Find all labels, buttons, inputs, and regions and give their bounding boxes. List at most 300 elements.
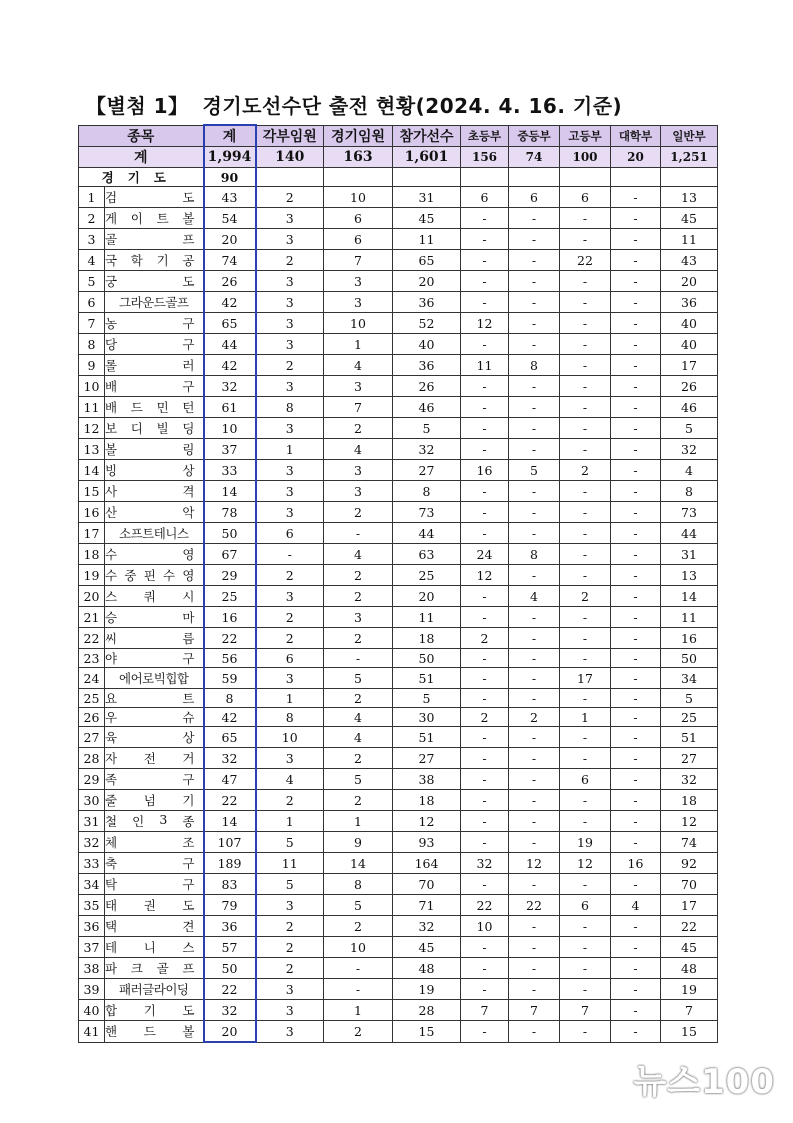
row-value: 5 [256, 874, 324, 895]
sport-name [105, 208, 204, 229]
total-label: 계 [79, 147, 204, 168]
sport-name-char: 야 [105, 651, 118, 666]
delegation-table [78, 124, 718, 1043]
row-total: 22 [204, 979, 256, 1000]
row-value: 51 [661, 727, 718, 748]
row-value: 15 [393, 1021, 461, 1043]
title-prefix: 【별첨 1】 [86, 94, 189, 118]
row-value: 1 [324, 811, 393, 832]
sport-name-spread [105, 188, 203, 206]
sport-name-char: 도 [182, 1003, 195, 1018]
row-value: 3 [324, 481, 393, 502]
empty-cell [509, 168, 560, 187]
sport-name-char: 사 [105, 484, 118, 499]
row-value: 2 [324, 418, 393, 439]
row-value: 17 [560, 668, 611, 689]
sport-name-spread [105, 251, 203, 269]
table-row [79, 250, 718, 271]
sport-name-char: 트 [156, 211, 169, 226]
sport-name-char: 핀 [143, 568, 156, 583]
sport-name [105, 689, 204, 708]
row-value: - [560, 208, 611, 229]
row-value: - [611, 565, 661, 586]
row-value: 17 [661, 895, 718, 916]
row-number: 11 [79, 397, 105, 418]
table-row [79, 937, 718, 958]
row-total: 83 [204, 874, 256, 895]
row-value: - [461, 649, 509, 668]
row-value: 8 [661, 481, 718, 502]
row-value: 1 [324, 334, 393, 355]
row-value: - [560, 937, 611, 958]
sport-name-char: 농 [105, 316, 118, 331]
row-value: 4 [324, 439, 393, 460]
row-value: 3 [324, 292, 393, 313]
row-total: 32 [204, 1000, 256, 1021]
row-value: - [461, 334, 509, 355]
total-cell: 1,251 [661, 147, 718, 168]
sport-name-char: 구 [182, 316, 195, 331]
sport-name-char: 수 [163, 568, 176, 583]
table-row [79, 460, 718, 481]
row-value: 30 [393, 708, 461, 727]
sport-name-char: 격 [182, 484, 195, 499]
sport-name [105, 853, 204, 874]
table-row [79, 439, 718, 460]
sport-name-spread [105, 230, 203, 248]
sport-name-char: 우 [105, 710, 118, 725]
sport-name-char: 름 [182, 631, 195, 646]
row-value: - [461, 607, 509, 628]
region-value: 90 [204, 168, 256, 187]
row-value: - [509, 250, 560, 271]
row-value: 6 [256, 649, 324, 668]
row-value: 48 [661, 958, 718, 979]
row-value: 3 [324, 460, 393, 481]
total-cell: 74 [509, 147, 560, 168]
table-row [79, 979, 718, 1000]
sport-name-char: 승 [105, 610, 118, 625]
header-officials: 각부임원 [256, 125, 324, 147]
row-value: - [611, 355, 661, 376]
sport-name-char: 골 [156, 961, 169, 976]
row-value: - [461, 811, 509, 832]
row-value: 44 [393, 523, 461, 544]
header-general: 일반부 [661, 125, 718, 147]
sport-name-char: 태 [105, 898, 118, 913]
sport-name-char: 영 [182, 568, 195, 583]
row-value: - [461, 502, 509, 523]
row-value: - [461, 727, 509, 748]
sport-name [105, 376, 204, 397]
row-value: - [509, 874, 560, 895]
region-label [79, 168, 204, 187]
row-value: - [611, 334, 661, 355]
row-value: 12 [560, 853, 611, 874]
row-value: 12 [661, 811, 718, 832]
row-value: 3 [256, 979, 324, 1000]
row-value: 2 [256, 958, 324, 979]
row-value: 26 [661, 376, 718, 397]
row-value: 3 [256, 313, 324, 334]
row-value: - [324, 958, 393, 979]
row-value: 2 [324, 689, 393, 708]
row-value: - [509, 334, 560, 355]
row-total: 33 [204, 460, 256, 481]
row-value: - [611, 708, 661, 727]
table-row [79, 376, 718, 397]
total-cell: 156 [461, 147, 509, 168]
row-value: 3 [324, 271, 393, 292]
sport-name-char: 요 [105, 691, 118, 706]
row-value: - [611, 1000, 661, 1021]
sport-name-char: 빌 [156, 421, 169, 436]
row-total: 42 [204, 355, 256, 376]
row-value: 8 [256, 708, 324, 727]
row-total: 42 [204, 292, 256, 313]
table-row [79, 271, 718, 292]
sport-name-spread [105, 917, 203, 935]
row-number: 20 [79, 586, 105, 607]
row-value: 6 [461, 187, 509, 208]
row-total: 22 [204, 790, 256, 811]
table-row [79, 355, 718, 376]
row-value: 5 [393, 418, 461, 439]
sport-name [105, 586, 204, 607]
table-row [79, 668, 718, 689]
row-value: 2 [324, 790, 393, 811]
row-value: - [509, 271, 560, 292]
sport-name-spread [105, 875, 203, 893]
row-value: 44 [661, 523, 718, 544]
sport-name-spread [105, 545, 203, 563]
row-value: 1 [324, 1000, 393, 1021]
row-value: 3 [256, 271, 324, 292]
sport-name-char: 탁 [105, 877, 118, 892]
row-number: 31 [79, 811, 105, 832]
sport-name-char: 이 [130, 211, 143, 226]
row-value: 18 [393, 628, 461, 649]
row-value: 3 [256, 481, 324, 502]
table-row [79, 916, 718, 937]
sport-name-spread [105, 854, 203, 872]
table-row [79, 748, 718, 769]
row-value: 32 [461, 853, 509, 874]
sport-name-spread [105, 587, 203, 605]
row-value: 32 [661, 769, 718, 790]
row-value: 6 [509, 187, 560, 208]
row-total: 44 [204, 334, 256, 355]
row-value: 74 [661, 832, 718, 853]
row-value: - [509, 523, 560, 544]
sport-name-spread [105, 708, 203, 726]
sport-name [105, 748, 204, 769]
row-value: 6 [560, 769, 611, 790]
row-total: 189 [204, 853, 256, 874]
row-value: - [611, 586, 661, 607]
sport-name-char: 전 [143, 751, 156, 766]
sport-name-char: 합 [105, 1003, 118, 1018]
sport-name-spread [105, 1001, 203, 1019]
row-value: 20 [661, 271, 718, 292]
sport-name-char: 기 [182, 793, 195, 808]
sport-name-char: 산 [105, 505, 118, 520]
sport-name-char: 슈 [182, 710, 195, 725]
header-elementary: 초등부 [461, 125, 509, 147]
total-row [79, 147, 718, 168]
row-value: 7 [324, 397, 393, 418]
total-cell: 1,601 [393, 147, 461, 168]
sport-name-char: 도 [182, 190, 195, 205]
header-high: 고등부 [560, 125, 611, 147]
row-value: 14 [324, 853, 393, 874]
table-row [79, 1000, 718, 1021]
row-value: - [611, 1021, 661, 1043]
row-value: - [461, 418, 509, 439]
sport-name [105, 1021, 204, 1043]
row-value: 3 [256, 334, 324, 355]
sport-name-char: 당 [105, 337, 118, 352]
sport-name-char: 스 [105, 589, 118, 604]
row-value: - [560, 271, 611, 292]
sport-name-char: 링 [182, 442, 195, 457]
row-number: 13 [79, 439, 105, 460]
row-value: 5 [661, 418, 718, 439]
row-value: 3 [256, 376, 324, 397]
row-value: - [611, 229, 661, 250]
sport-name-spread [105, 482, 203, 500]
table-row [79, 334, 718, 355]
row-value: - [560, 229, 611, 250]
row-value: - [560, 958, 611, 979]
row-value: 50 [661, 649, 718, 668]
row-value: 3 [256, 418, 324, 439]
table-row [79, 853, 718, 874]
sport-name-char: 구 [182, 651, 195, 666]
row-value: - [509, 790, 560, 811]
row-total: 14 [204, 811, 256, 832]
row-number: 28 [79, 748, 105, 769]
row-value: 34 [661, 668, 718, 689]
sport-name-char: 체 [105, 835, 118, 850]
sport-name-char: 줄 [105, 793, 118, 808]
sport-name [105, 355, 204, 376]
row-value: 6 [324, 229, 393, 250]
total-cell: 20 [611, 147, 661, 168]
row-value: - [611, 832, 661, 853]
row-number: 21 [79, 607, 105, 628]
row-value: 25 [393, 565, 461, 586]
row-value: - [560, 544, 611, 565]
table-row [79, 229, 718, 250]
row-total: 54 [204, 208, 256, 229]
row-number: 24 [79, 668, 105, 689]
empty-cell [611, 168, 661, 187]
row-value: - [560, 1021, 611, 1043]
sport-name-char: 기 [156, 253, 169, 268]
row-value: 2 [509, 708, 560, 727]
row-number: 37 [79, 937, 105, 958]
row-value: 12 [461, 313, 509, 334]
sport-name-char: 배 [105, 400, 118, 415]
row-value: - [461, 689, 509, 708]
row-number: 2 [79, 208, 105, 229]
sport-name [105, 769, 204, 790]
row-number: 8 [79, 334, 105, 355]
row-number: 27 [79, 727, 105, 748]
row-value: 4 [256, 769, 324, 790]
row-value: - [560, 607, 611, 628]
sport-name-char: 골 [105, 232, 118, 247]
sport-name-spread [105, 461, 203, 479]
sport-name-char: 구 [182, 772, 195, 787]
row-value: - [611, 187, 661, 208]
row-value: 3 [256, 460, 324, 481]
sport-name [105, 187, 204, 208]
row-value: - [509, 937, 560, 958]
row-value: - [509, 958, 560, 979]
row-number: 19 [79, 565, 105, 586]
sport-name-char: 택 [105, 919, 118, 934]
row-value: - [611, 271, 661, 292]
row-value: 19 [393, 979, 461, 1000]
row-number: 39 [79, 979, 105, 1000]
row-value: 36 [661, 292, 718, 313]
row-value: 4 [611, 895, 661, 916]
sport-name-char: 중 [124, 568, 137, 583]
table-row [79, 397, 718, 418]
row-number: 26 [79, 708, 105, 727]
row-value: 2 [324, 502, 393, 523]
row-value: 3 [256, 668, 324, 689]
row-value: - [324, 979, 393, 1000]
header-sport: 종목 [79, 125, 204, 147]
row-value: - [611, 727, 661, 748]
sport-name: 소프트테니스 [105, 523, 204, 544]
row-value: 2 [324, 565, 393, 586]
row-value: - [611, 502, 661, 523]
row-value: - [256, 544, 324, 565]
sport-name-char: 구 [182, 337, 195, 352]
sport-name-char: 파 [105, 961, 118, 976]
table-row [79, 292, 718, 313]
row-number: 40 [79, 1000, 105, 1021]
row-value: - [611, 376, 661, 397]
row-value: 4 [324, 355, 393, 376]
sport-name-char: 3 [159, 812, 168, 827]
row-value: 63 [393, 544, 461, 565]
row-number: 18 [79, 544, 105, 565]
sport-name: 그라운드골프 [105, 292, 204, 313]
row-value: 2 [256, 937, 324, 958]
row-value: 1 [560, 708, 611, 727]
sport-name-char: 볼 [182, 1024, 195, 1040]
row-value: - [461, 979, 509, 1000]
row-value: - [509, 916, 560, 937]
sport-name [105, 937, 204, 958]
row-total: 37 [204, 439, 256, 460]
sport-name [105, 1000, 204, 1021]
row-value: - [509, 313, 560, 334]
row-value: 7 [560, 1000, 611, 1021]
row-total: 25 [204, 586, 256, 607]
table-row [79, 689, 718, 708]
sport-name-char: 보 [105, 421, 118, 436]
header-row [79, 125, 718, 147]
row-value: 46 [393, 397, 461, 418]
row-value: 11 [661, 229, 718, 250]
row-value: 8 [324, 874, 393, 895]
row-value: 18 [393, 790, 461, 811]
sport-name-char: 트 [182, 691, 195, 706]
row-total: 29 [204, 565, 256, 586]
row-value: 17 [661, 355, 718, 376]
sport-name [105, 727, 204, 748]
row-value: 2 [256, 187, 324, 208]
row-total: 59 [204, 668, 256, 689]
row-value: - [560, 874, 611, 895]
row-value: 12 [461, 565, 509, 586]
row-value: 31 [661, 544, 718, 565]
row-value: - [461, 439, 509, 460]
sport-name-spread [105, 938, 203, 956]
row-value: 2 [256, 628, 324, 649]
row-value: - [611, 397, 661, 418]
empty-cell [560, 168, 611, 187]
sport-name-spread [105, 419, 203, 437]
row-value: - [611, 937, 661, 958]
row-number: 34 [79, 874, 105, 895]
sport-name-char: 빙 [105, 463, 118, 478]
empty-cell [324, 168, 393, 187]
sport-name-char: 드 [130, 400, 143, 415]
row-value: 4 [661, 460, 718, 481]
row-value: 10 [324, 937, 393, 958]
row-value: - [509, 397, 560, 418]
row-number: 32 [79, 832, 105, 853]
row-value: - [611, 628, 661, 649]
sport-name-spread [105, 791, 203, 809]
row-value: 2 [560, 586, 611, 607]
row-value: - [509, 649, 560, 668]
row-value: - [611, 649, 661, 668]
sport-name [105, 460, 204, 481]
table-row [79, 502, 718, 523]
row-value: - [509, 565, 560, 586]
sport-name [105, 874, 204, 895]
row-total: 42 [204, 708, 256, 727]
row-value: 11 [393, 607, 461, 628]
row-value: 3 [256, 208, 324, 229]
row-value: 2 [324, 586, 393, 607]
row-value: - [560, 790, 611, 811]
total-cell: 140 [256, 147, 324, 168]
row-value: 20 [393, 586, 461, 607]
row-value: - [324, 523, 393, 544]
row-value: 2 [256, 916, 324, 937]
sport-name-char: 족 [105, 772, 118, 787]
row-value: 22 [661, 916, 718, 937]
row-value: 15 [661, 1021, 718, 1043]
row-value: 27 [393, 460, 461, 481]
row-total: 57 [204, 937, 256, 958]
sport-name-spread [105, 608, 203, 626]
row-value: 70 [393, 874, 461, 895]
total-cell: 163 [324, 147, 393, 168]
row-value: - [611, 979, 661, 1000]
row-total: 36 [204, 916, 256, 937]
row-value: - [461, 208, 509, 229]
